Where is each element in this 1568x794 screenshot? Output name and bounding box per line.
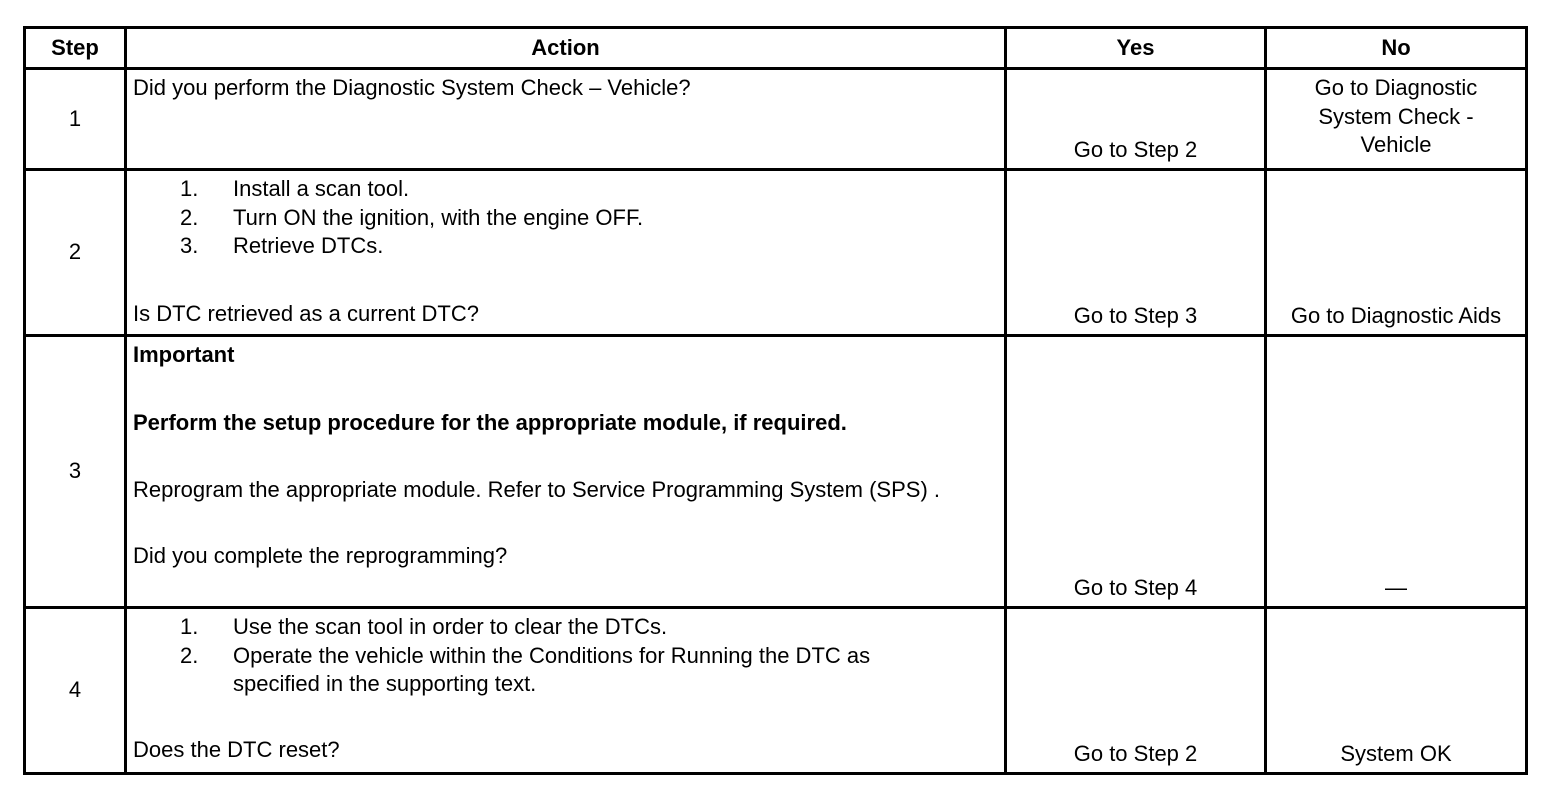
no-cell: — <box>1266 336 1527 608</box>
yes-cell: Go to Step 4 <box>1006 336 1266 608</box>
table-row <box>25 69 1527 170</box>
table-row <box>25 336 1527 608</box>
action-question: Did you perform the Diagnostic System Check – Vehicle? <box>133 75 691 100</box>
yes-cell: Go to Step 2 <box>1006 69 1266 170</box>
instruction-text: Reprogram the appropriate module. Refer to Service Programming System (SPS) . <box>133 477 940 502</box>
header-yes: Yes <box>1006 28 1266 69</box>
action-cell <box>126 69 1006 170</box>
list-number: 3. <box>180 233 199 258</box>
yes-cell: Go to Step 3 <box>1006 170 1266 336</box>
header-row <box>25 28 1527 69</box>
no-cell: Go to Diagnostic Aids <box>1266 170 1527 336</box>
list-text: Use the scan tool in order to clear the DTCs. <box>233 614 668 639</box>
step-number: 4 <box>25 608 126 774</box>
instruction-list <box>133 175 998 261</box>
list-item <box>133 642 998 699</box>
table-row <box>25 170 1527 336</box>
instruction-list <box>133 613 998 699</box>
list-number: 2. <box>180 642 199 668</box>
action-question: Did you complete the reprogramming? <box>133 542 508 568</box>
no-cell <box>1266 69 1527 170</box>
no-cell: System OK <box>1266 608 1527 774</box>
list-item <box>133 613 998 642</box>
important-text: Perform the setup procedure for the appropriate module, if required. <box>133 409 847 435</box>
action-cell <box>126 336 1006 608</box>
step-number: 3 <box>25 336 126 608</box>
action-question: Does the DTC reset? <box>133 736 340 762</box>
no-text: Go to Diagnostic System Check - Vehicle <box>1314 75 1478 157</box>
step-number: 2 <box>25 170 126 336</box>
list-number: 1. <box>180 614 199 639</box>
list-number: 2. <box>180 204 199 230</box>
list-text: Operate the vehicle within the Conditions for Running the DTC as specified in the supporting text. <box>233 642 871 696</box>
step-number: 1 <box>25 69 126 170</box>
list-text: Retrieve DTCs. <box>233 233 384 258</box>
action-cell <box>126 608 1006 774</box>
list-item <box>133 204 998 233</box>
action-cell <box>126 170 1006 336</box>
list-item <box>133 232 998 261</box>
important-label: Important <box>133 342 235 367</box>
list-text: Turn ON the ignition, with the engine OFF. <box>233 204 644 230</box>
diagnostic-table <box>23 26 1528 775</box>
action-question: Is DTC retrieved as a current DTC? <box>133 300 479 326</box>
list-item <box>133 175 998 204</box>
header-action: Action <box>126 28 1006 69</box>
header-no: No <box>1266 28 1527 69</box>
table-row <box>25 608 1527 774</box>
header-step: Step <box>25 28 126 69</box>
list-text: Install a scan tool. <box>233 176 410 201</box>
yes-cell: Go to Step 2 <box>1006 608 1266 774</box>
list-number: 1. <box>180 176 199 201</box>
